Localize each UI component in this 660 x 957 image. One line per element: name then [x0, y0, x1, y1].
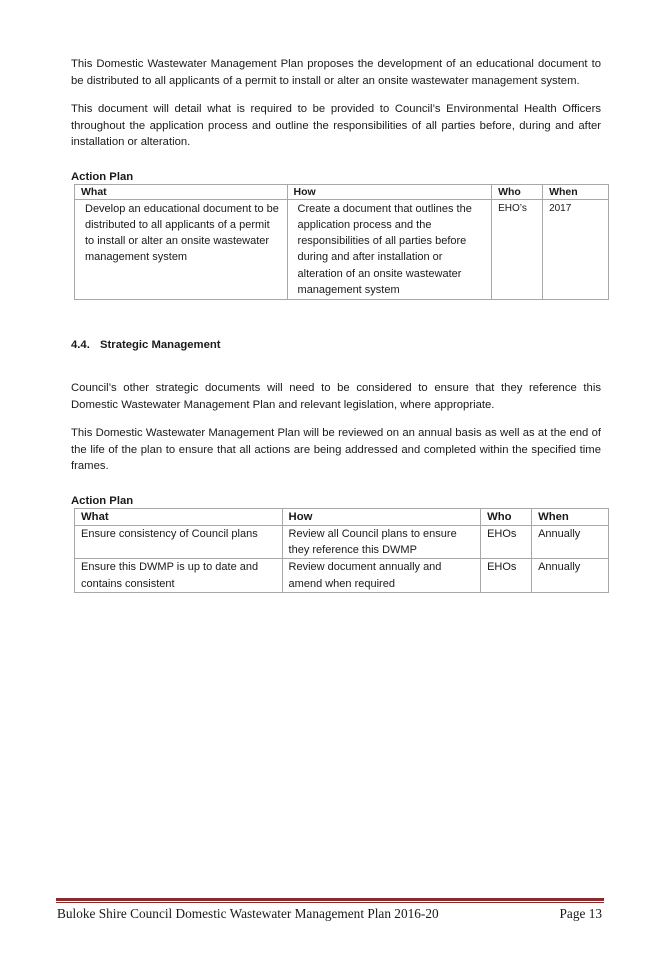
section-title: Strategic Management: [100, 339, 221, 352]
cell-how: Review document annually and amend when required: [282, 559, 481, 593]
table-header-row: [75, 184, 609, 199]
cell-what: Ensure consistency of Council plans: [75, 525, 283, 559]
column-header-how: How: [282, 508, 481, 525]
footer-rule-thick: [56, 898, 604, 901]
cell-how: Review all Council plans to ensure they reference this DWMP: [282, 525, 481, 559]
footer-title: Buloke Shire Council Domestic Wastewater Management Plan 2016-20: [57, 906, 439, 921]
column-header-what: What: [75, 508, 283, 525]
intro-paragraph-2: This document will detail what is required to be provided to Council’s Environmental Health Officers throughout the application process and outline the responsibilities of all parties before, during and after installation or alteration.: [71, 103, 601, 148]
column-header-when: When: [543, 184, 609, 199]
cell-when: Annually: [532, 525, 609, 559]
column-header-who: Who: [492, 184, 543, 199]
action-plan-2-caption: Action Plan: [71, 494, 134, 507]
cell-when: Annually: [532, 559, 609, 593]
cell-what: Ensure this DWMP is up to date and contains consistent: [75, 559, 283, 593]
table-header-row: [75, 508, 609, 525]
column-header-what: What: [75, 184, 288, 199]
section-paragraph-2: This Domestic Wastewater Management Plan will be reviewed on an annual basis as well as at the end of the life of the plan to ensure that all actions are being addressed and completed within the specified time frames.: [71, 427, 601, 473]
column-header-who: Who: [481, 508, 532, 525]
table-row: [75, 199, 609, 300]
section-heading: [71, 338, 601, 352]
section-paragraph-1: Council’s other strategic documents will need to be considered to ensure that they reference this Domestic Wastewater Management Plan and relevant legislation, where appropriate.: [71, 382, 601, 411]
cell-who: EHOs: [481, 525, 532, 559]
table-row: [75, 525, 609, 559]
action-plan-1-table: [74, 184, 609, 301]
cell-who: EHO’s: [492, 199, 543, 300]
action-plan-2-table: [74, 508, 609, 593]
footer-rule-thin: [56, 902, 604, 903]
table-row: [75, 559, 609, 593]
page-body: [71, 56, 601, 593]
action-plan-1-caption: Action Plan: [71, 170, 134, 183]
cell-who: EHOs: [481, 559, 532, 593]
cell-what: Develop an educational document to be distributed to all applicants of a permit to install or alter an onsite wastewater management system: [75, 199, 288, 300]
cell-when: 2017: [543, 199, 609, 300]
intro-paragraph-1: This Domestic Wastewater Management Plan proposes the development of an educational document to be distributed to all applicants of a permit to install or alter an onsite wastewater management system.: [71, 58, 601, 87]
cell-how: Create a document that outlines the application process and the responsibilities of all parties before during and after installation or alteration of an onsite wastewater management system: [287, 199, 492, 300]
column-header-when: When: [532, 508, 609, 525]
section-number: 4.4.: [71, 339, 90, 352]
page-number: Page 13: [559, 906, 602, 921]
column-header-how: How: [287, 184, 492, 199]
